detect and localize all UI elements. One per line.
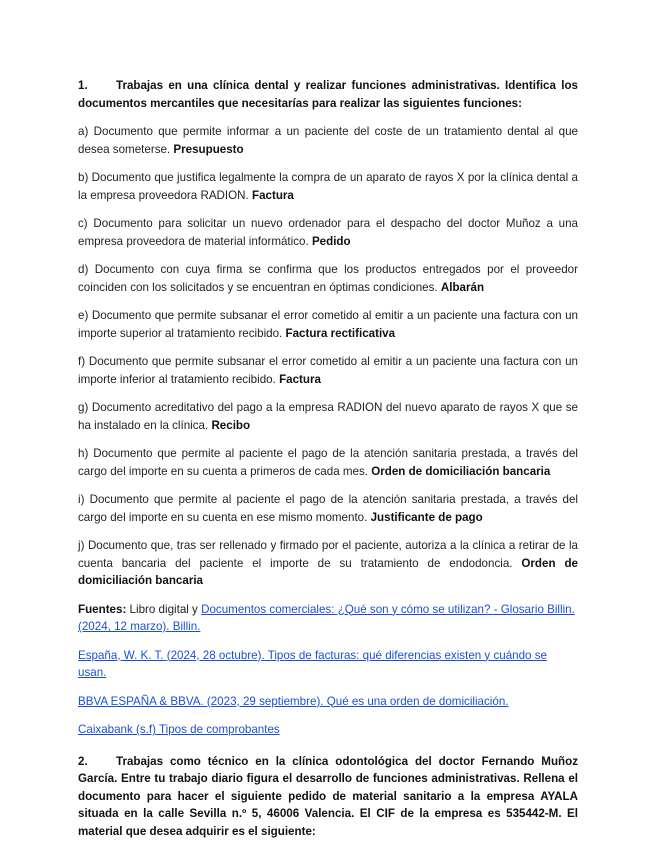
- question-b: [78, 169, 578, 204]
- source-item: [78, 721, 578, 739]
- question-i: [78, 491, 578, 526]
- question-e-text: e) Documento que permite subsanar el error cometido al emitir a un paciente una factura con un importe superior al tratamiento recibido.: [78, 309, 578, 340]
- question-f-text: f) Documento que permite subsanar el error cometido al emitir a un paciente una factura con un importe inferior al tratamiento recibido.: [78, 355, 578, 386]
- answer-b: Factura: [252, 188, 294, 202]
- question-a-text: a) Documento que permite informar a un paciente del coste de un tratamiento dental al que desea someterse.: [78, 125, 578, 156]
- source-link-bbva[interactable]: BBVA ESPAÑA & BBVA. (2023, 29 septiembre). Qué es una orden de domiciliación.: [78, 694, 509, 708]
- section-1-heading: [78, 77, 578, 112]
- question-e: [78, 307, 578, 342]
- question-c: [78, 215, 578, 250]
- source-item: [78, 647, 578, 682]
- answer-g: Recibo: [211, 418, 251, 432]
- question-a: [78, 123, 578, 158]
- question-d-text: d) Documento con cuya firma se confirma que los productos entregados por el proveedor coinciden con los solicitados y se encuentran en óptimas condiciones.: [78, 263, 578, 294]
- answer-d: Albarán: [440, 280, 485, 294]
- section-2-number: 2.: [78, 754, 88, 768]
- answer-a: Presupuesto: [173, 142, 244, 156]
- answer-e: Factura rectificativa: [285, 326, 396, 340]
- answer-i: Justificante de pago: [370, 510, 483, 524]
- sources-intro: Libro digital y: [129, 602, 198, 616]
- sources-label: Fuentes:: [78, 602, 127, 616]
- section-1-number: 1.: [78, 79, 88, 92]
- source-item: [78, 693, 578, 711]
- sources-line: [78, 601, 578, 636]
- section-1-heading-text: Trabajas en una clínica dental y realizar funciones administrativas. Identifica los documentos mercantiles que necesitarías para realizar las siguientes funciones:: [78, 79, 578, 110]
- question-g-text: g) Documento acreditativo del pago a la empresa RADION del nuevo aparato de rayos X que se ha instalado en la clínica.: [78, 401, 578, 432]
- question-c-text: c) Documento para solicitar un nuevo ordenador para el despacho del doctor Muñoz a una empresa proveedora de material informático.: [78, 217, 578, 248]
- answer-c: Pedido: [311, 234, 351, 248]
- question-h-text: h) Documento que permite al paciente el pago de la atención sanitaria prestada, a través del cargo del importe en su cuenta a primeros de cada mes.: [78, 447, 578, 478]
- question-g: [78, 399, 578, 434]
- source-link-facturas[interactable]: España, W. K. T. (2024, 28 octubre). Tipos de facturas: qué diferencias existen y cuándo se usan.: [78, 648, 547, 679]
- question-j: [78, 537, 578, 590]
- section-2-heading-text: Trabajas como técnico en la clínica odontológica del doctor Fernando Muñoz García. Entre tu trabajo diario figura el desarrollo de funciones administrativas. Rellena el documento para hacer el siguiente pedido de material sanitario a la empresa AYALA situada en la calle Sevilla n.º 5, 46006 Valencia. El CIF de la empresa es 535442-M. El material que desea adquirir es el siguiente:: [78, 754, 578, 838]
- question-h: [78, 445, 578, 480]
- question-i-text: i) Documento que permite al paciente el pago de la atención sanitaria prestada, a través del cargo del importe en su cuenta en ese mismo momento.: [78, 493, 578, 524]
- answer-f: Factura: [279, 372, 321, 386]
- question-d: [78, 261, 578, 296]
- question-b-text: b) Documento que justifica legalmente la compra de un aparato de rayos X por la clínica dental a la empresa proveedora RADION.: [78, 171, 578, 202]
- source-link-caixabank[interactable]: Caixabank (s.f) Tipos de comprobantes: [78, 723, 280, 736]
- section-2-heading: [78, 753, 578, 841]
- source-link-billin[interactable]: Documentos comerciales: ¿Qué son y cómo se utilizan? - Glosario Billin. (2024, 12 marzo). Billin.: [78, 602, 575, 633]
- answer-j: Orden de domiciliación bancaria: [78, 556, 578, 587]
- question-f: [78, 353, 578, 388]
- question-j-text: j) Documento que, tras ser rellenado y firmado por el paciente, autoriza a la clínica a retirar de la cuenta bancaria del paciente el importe de su tratamiento de endodoncia.: [78, 539, 578, 570]
- document-page: [78, 77, 578, 851]
- answer-h: Orden de domiciliación bancaria: [371, 464, 551, 478]
